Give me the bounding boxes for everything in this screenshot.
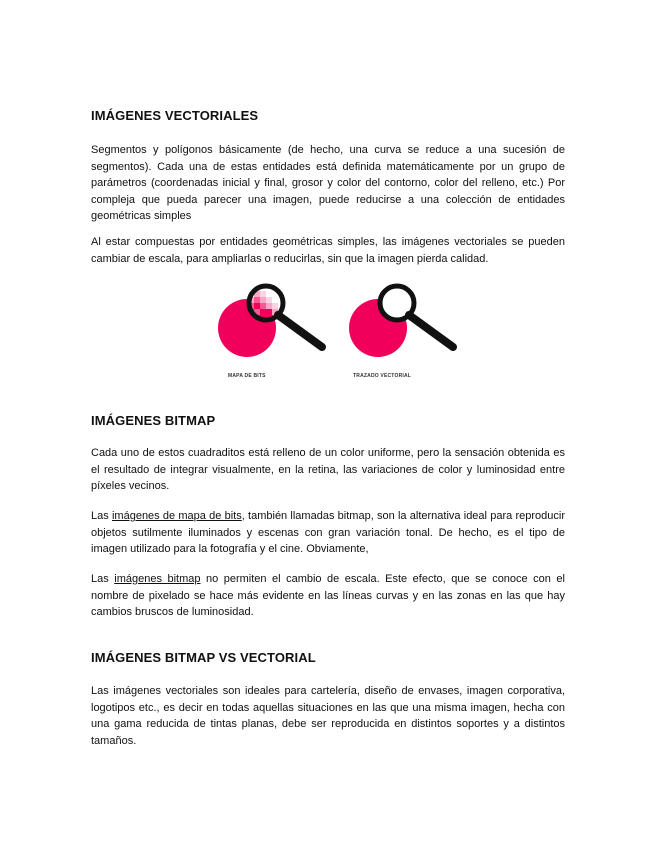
paragraph-vectoriales-2: Al estar compuestas por entidades geométricas simples, las imágenes vectoriales se pueden cambiar de escala, para ampliarlas o reducirlas, sin que la imagen pierda calidad. xyxy=(91,236,565,265)
paragraph-vectoriales-1: Segmentos y polígonos básicamente (de hecho, una curva se reduce a una sucesión de segmentos). Cada una de estas entidades está definida matemáticamente por un grupo de parámetros (coordenadas inicial y final, grosor y color del contorno, color del relleno, etc.) Por compleja que pueda parecer una imagen, puede reducirse a una colección de entidades geométricas simples xyxy=(91,144,565,222)
link-imagenes-bitmap[interactable]: imágenes bitmap xyxy=(114,573,201,585)
section-title-bitmap: IMÁGENES BITMAP xyxy=(91,413,216,428)
paragraph-bitmap-1: Cada uno de estos cuadraditos está relleno de un color uniforme, pero la sensación obtenida es el resultado de integrar visualmente, en la retina, las variaciones de color y luminosidad entre píxeles vecinos. xyxy=(91,447,565,492)
section-title-vectoriales: IMÁGENES VECTORIALES xyxy=(91,108,259,123)
paragraph-bitmap-3-pre: Las xyxy=(91,573,115,585)
bitmap-vs-vector-figure xyxy=(210,283,470,383)
link-imagenes-mapa-de-bits[interactable]: imágenes de mapa de bits xyxy=(111,510,242,522)
caption-trazado-vectorial: TRAZADO VECTORIAL xyxy=(353,373,412,379)
paragraph-bitmap-2 xyxy=(91,508,565,558)
section-title-bitmap-vs-vectorial: IMÁGENES BITMAP VS VECTORIAL xyxy=(91,650,316,665)
caption-mapa-de-bits: MAPA DE BITS xyxy=(228,373,266,379)
paragraph-bitmap-vs-vectorial: Las imágenes vectoriales son ideales para cartelería, diseño de envases, imagen corporativa, logotipos etc., es decir en todas aquellas situaciones en las que una misma imagen, hecha con una gama reducida de tintas planas, debe ser reproducida en distintos soportes y a distintos tamaños. xyxy=(91,685,565,747)
paragraph-bitmap-2-pre: Las xyxy=(91,510,112,522)
magnifier-pixelated-icon xyxy=(218,286,322,357)
paragraph-bitmap-2-post: , también llamadas bitmap, son la alternativa ideal para reproducir objetos sutilmente iluminados y escenas con gran variación tonal. De hecho, es el tipo de imagen utilizado para la fotografía y el cine. Obviamente, xyxy=(91,510,566,555)
paragraph-bitmap-3-post: no permiten el cambio de escala. Este efecto, que se conoce con el nombre de pixelado se hace más evidente en las líneas curvas y en las zonas en las que hay cambios bruscos de luminosidad. xyxy=(91,573,565,618)
paragraph-bitmap-3 xyxy=(91,571,565,621)
magnifier-vector-icon xyxy=(349,286,453,357)
